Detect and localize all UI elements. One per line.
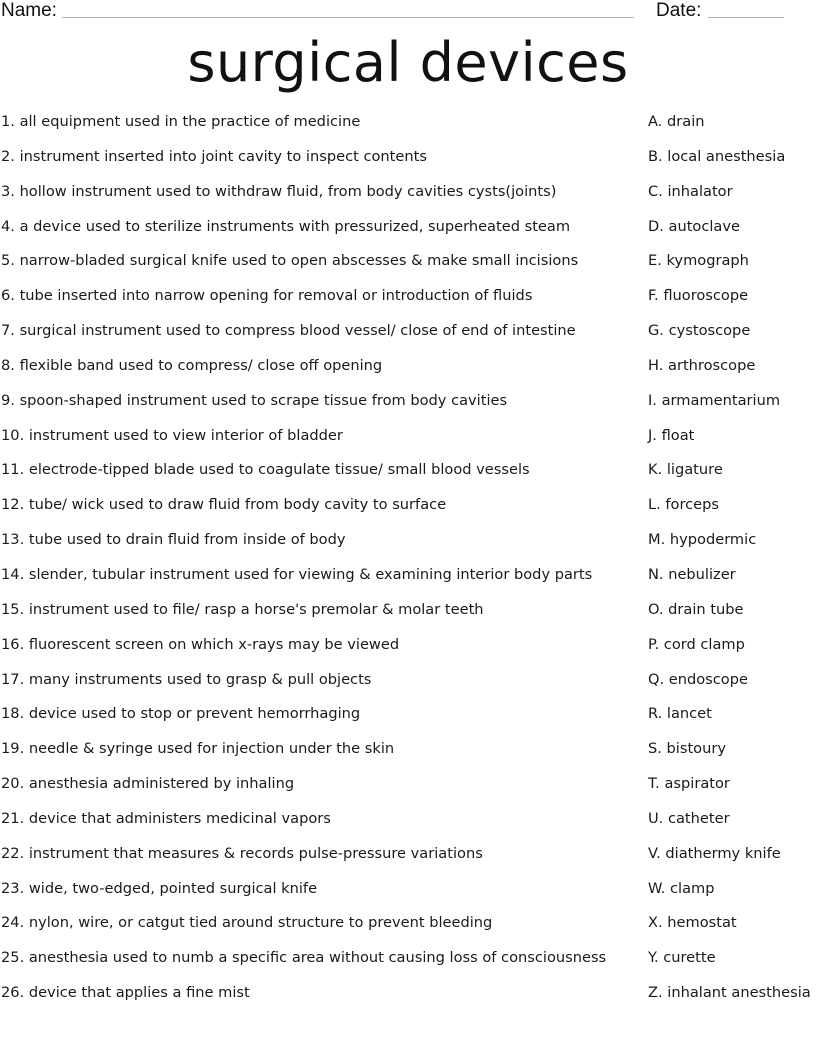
date-blank-line	[708, 17, 784, 18]
answer-item: E. kymograph	[648, 252, 749, 270]
question-item: 8. flexible band used to compress/ close off opening	[1, 356, 383, 374]
page-title: surgical devices	[187, 31, 629, 94]
answer-item: U. catheter	[648, 809, 730, 827]
question-item: 21. device that administers medicinal vapors	[1, 809, 331, 827]
question-item: 15. instrument used to file/ rasp a horse's premolar & molar teeth	[1, 600, 484, 618]
answer-item: N. nebulizer	[648, 565, 736, 583]
question-item: 5. narrow-bladed surgical knife used to open abscesses & make small incisions	[1, 252, 579, 270]
question-item: 18. device used to stop or prevent hemorrhaging	[1, 705, 361, 723]
question-item: 1. all equipment used in the practice of medicine	[1, 113, 361, 130]
answer-item: Q. endoscope	[648, 670, 748, 688]
question-item: 11. electrode-tipped blade used to coagulate tissue/ small blood vessels	[1, 461, 530, 479]
question-item: 23. wide, two-edged, pointed surgical knife	[1, 879, 318, 897]
answer-item: R. lancet	[648, 705, 712, 723]
question-item: 13. tube used to drain fluid from inside of body	[1, 531, 346, 549]
question-item: 24. nylon, wire, or catgut tied around structure to prevent bleeding	[1, 914, 493, 932]
question-item: 25. anesthesia used to numb a specific area without causing loss of consciousness	[1, 949, 607, 967]
answer-item: Y. curette	[648, 949, 716, 967]
answer-list	[648, 112, 816, 1018]
question-list	[1, 112, 621, 1018]
header	[0, 0, 816, 24]
answer-item: V. diathermy knife	[648, 844, 781, 862]
answer-item: C. inhalator	[648, 182, 733, 200]
answer-item: W. clamp	[648, 879, 715, 897]
question-item: 19. needle & syringe used for injection under the skin	[1, 740, 395, 758]
answer-item: I. armamentarium	[648, 391, 781, 409]
answer-item: L. forceps	[648, 496, 720, 514]
answer-item: G. cystoscope	[648, 322, 751, 340]
question-item: 20. anesthesia administered by inhaling	[1, 775, 295, 793]
name-blank-line	[62, 17, 634, 18]
question-item: 2. instrument inserted into joint cavity to inspect contents	[1, 147, 427, 165]
question-item: 26. device that applies a fine mist	[1, 984, 250, 1002]
answer-item: J. float	[648, 426, 695, 444]
question-item: 4. a device used to sterilize instruments with pressurized, superheated steam	[1, 217, 571, 235]
date-label: Date:	[656, 0, 702, 21]
question-item: 10. instrument used to view interior of bladder	[1, 426, 343, 444]
question-item: 3. hollow instrument used to withdraw fluid, from body cavities cysts(joints)	[1, 182, 557, 200]
answer-item: K. ligature	[648, 461, 723, 479]
answer-item: D. autoclave	[648, 217, 740, 235]
answer-item: B. local anesthesia	[648, 147, 786, 165]
answer-item: Z. inhalant anesthesia	[648, 984, 811, 1002]
question-item: 7. surgical instrument used to compress blood vessel/ close of end of intestine	[1, 322, 576, 340]
name-label: Name:	[1, 0, 57, 21]
question-item: 17. many instruments used to grasp & pull objects	[1, 670, 372, 688]
question-item: 14. slender, tubular instrument used for viewing & examining interior body parts	[1, 565, 593, 583]
question-item: 16. fluorescent screen on which x-rays may be viewed	[1, 635, 400, 653]
answer-item: H. arthroscope	[648, 356, 756, 374]
answer-item: T. aspirator	[648, 775, 730, 793]
answer-item: O. drain tube	[648, 600, 744, 618]
question-item: 6. tube inserted into narrow opening for removal or introduction of fluids	[1, 287, 533, 305]
answer-item: X. hemostat	[648, 914, 737, 932]
answer-item: F. fluoroscope	[648, 287, 749, 305]
answer-item: M. hypodermic	[648, 531, 757, 549]
question-item: 9. spoon-shaped instrument used to scrape tissue from body cavities	[1, 391, 508, 409]
answer-item: P. cord clamp	[648, 635, 745, 653]
answer-item: S. bistoury	[648, 740, 726, 758]
question-item: 22. instrument that measures & records pulse-pressure variations	[1, 844, 483, 862]
question-item: 12. tube/ wick used to draw fluid from body cavity to surface	[1, 496, 447, 514]
answer-item: A. drain	[648, 113, 705, 130]
